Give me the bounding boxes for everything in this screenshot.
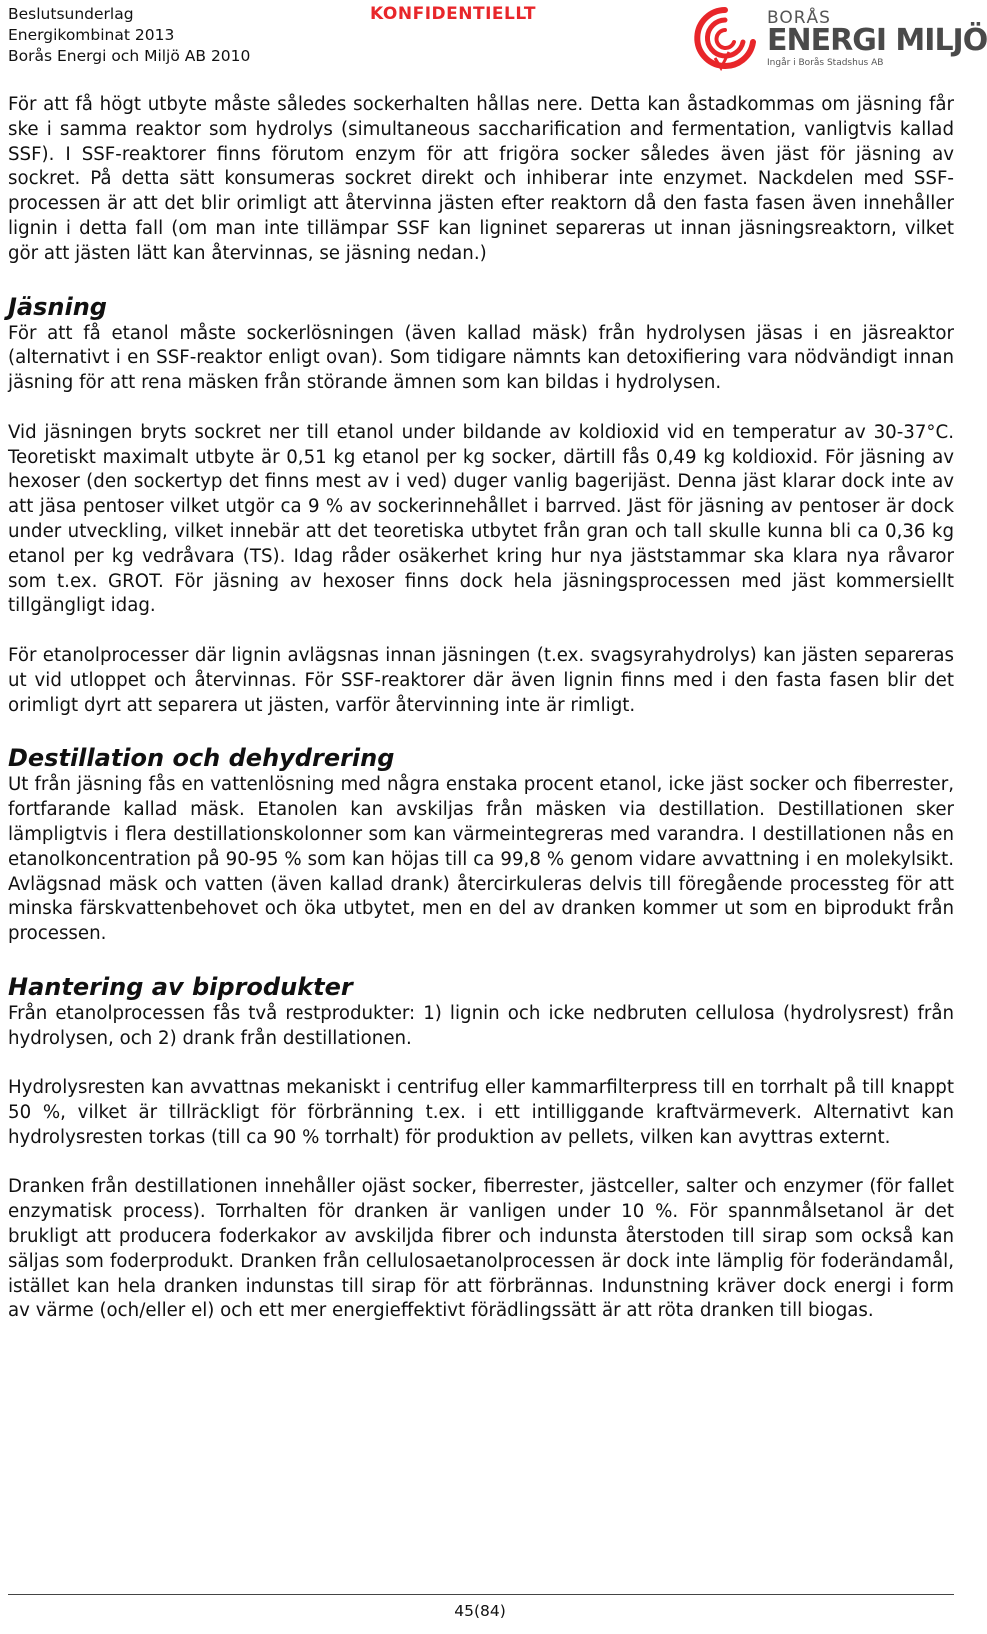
footer-divider [8,1594,954,1595]
doc-title: Beslutsunderlag [8,5,134,23]
document-body [8,93,954,1324]
biprodukter-paragraph-3: Dranken från destillationen innehåller ojäst socker, fiberrester, jästceller, salter och enzymer (för fallet enzymatisk process). Torrhalten för dranken är vanligen under 10 %. För spannmålsetanol är det brukligt att producera foderkakor av avskiljda fibrer och indunsta återstoden till sirap som också kan säljas som foderprodukt. Dranken från cellulosaetanolprocessen är dock inte lämplig för foderändamål, istället kan hela dranken indunstas till sirap för att förbrännas. Indunstning kräver dock energi i form av värme (och/eller el) och ett mer energieffektivt förädlingssätt är att röta dranken till biogas. [8,1176,954,1322]
logo-main-text: ENERGI MILJÖ [767,23,987,58]
jasning-paragraph-2: Vid jäsningen bryts sockret ner till etanol under bildande av koldioxid vid en temperatur av 30-37°C. Teoretiskt maximalt utbyte är 0,51 kg etanol per kg socker, därtill fås 0,49 kg koldioxid. För jäsning av hexoser (den sockertyp det finns mest av i ved) duger vanlig bagerijäst. Denna jäst klarar dock inte av att jäsa pentoser vilket utgör ca 9 % av sockerinnehållet i barrved. Jäst för jäsning av pentoser är dock under utveckling, vilket innebär att det teoretiska utbytet från gran och tall skulle kunna bli ca 0,36 kg etanol per kg vedråvara (TS). Idag råder osäkerhet kring hur nya jäststammar ska klara nya råvaror som t.ex. GROT. För jäsning av hexoser finns dock hela jäsningsprocessen med jäst kommersiellt tillgängligt idag. [8,421,954,617]
confidential-label: KONFIDENTIELLT [370,4,536,24]
logo-mark-icon [685,2,765,76]
destillation-paragraph-1: Ut från jäsning fås en vattenlösning med några enstaka procent etanol, icke jäst socker och fiberrester, fortfarande kallad mäsk. Etanolen kan avskiljas från mäsken via destillation. Destillationen sker lämpligtvis i flera destillationskolonner som kan värmeintegreras med varandra. I destillationen nås en etanolkoncentration på 90-95 % som kan höjas till ca 99,8 % genom vidare avvattning i en molekylsikt. Avlägsnad mäsk och vatten (även kallad drank) återcirkuleras delvis till föregående processteg för att minska färskvattenbehovet och öka utbytet, men en del av dranken kommer ut som en biprodukt från processen. [8,774,954,945]
jasning-paragraph-3: För etanolprocesser där lignin avlägsnas innan jäsningen (t.ex. svagsyrahydrolys) kan jästen separeras ut vid utloppet och återvinnas. För SSF-reaktorer där även lignin finns med i den fasta fasen blir det orimligt dyrt att separera ut jästen, varför återvinning inte är rimligt. [8,644,954,716]
heading-destillation: Destillation och dehydrering [8,744,395,773]
logo-top-text: BORÅS [767,8,831,28]
company-logo [685,2,987,76]
heading-jasning: Jäsning [8,292,107,321]
page-header [0,0,987,80]
heading-biprodukter: Hantering av biprodukter [8,972,353,1001]
biprodukter-paragraph-2: Hydrolysresten kan avvattnas mekaniskt i centrifug eller kammarfilterpress till en torrhalt på till knappt 50 %, vilket är tillräckligt för förbränning t.ex. i ett intilliggande kraftvärmeverk. Alternativt kan hydrolysresten torkas (till ca 90 % torrhalt) för produktion av pellets, vilken kan avyttras externt. [8,1077,954,1148]
page-number: 45(84) [454,1602,506,1620]
logo-sub-text: Ingår i Borås Stadshus AB [767,58,884,68]
biprodukter-paragraph-1: Från etanolprocessen fås två restprodukter: 1) lignin och icke nedbruten cellulosa (hydrolysrest) från hydrolysen, och 2) drank från destillationen. [8,1002,954,1049]
jasning-paragraph-1: För att få etanol måste sockerlösningen (även kallad mäsk) från hydrolysen jäsas i en jäsreaktor (alternativt i en SSF-reaktor enligt ovan). Som tidigare nämnts kan detoxifiering vara nödvändigt innan jäsning för att rena mäsken från störande ämnen som kan bildas i hydrolysen. [8,322,954,394]
company-name: Borås Energi och Miljö AB 2010 [8,47,251,65]
doc-subtitle: Energikombinat 2013 [8,26,175,44]
header-info [8,4,250,67]
intro-paragraph: För att få högt utbyte måste således sockerhalten hållas nere. Detta kan åstadkommas om jäsning får ske i samma reaktor som hydrolys (simultaneous saccharification and fermentation, vanligtvis kallad SSF). I SSF-reaktorer finns förutom enzym för att frigöra socker således även jäst för jäsning av sockret. På detta sätt konsumeras sockret direkt och inhiberar inte enzymet. Nackdelen med SSF-processen är att det blir orimligt att återvinna jästen efter reaktorn då den fasta fasen även innehåller lignin i detta fall (om man inte tillämpar SSF kan ligninet separeras ut innan jäsningsreaktorn, vilket gör att jästen lätt kan återvinnas, se jäsning nedan.) [8,94,954,264]
